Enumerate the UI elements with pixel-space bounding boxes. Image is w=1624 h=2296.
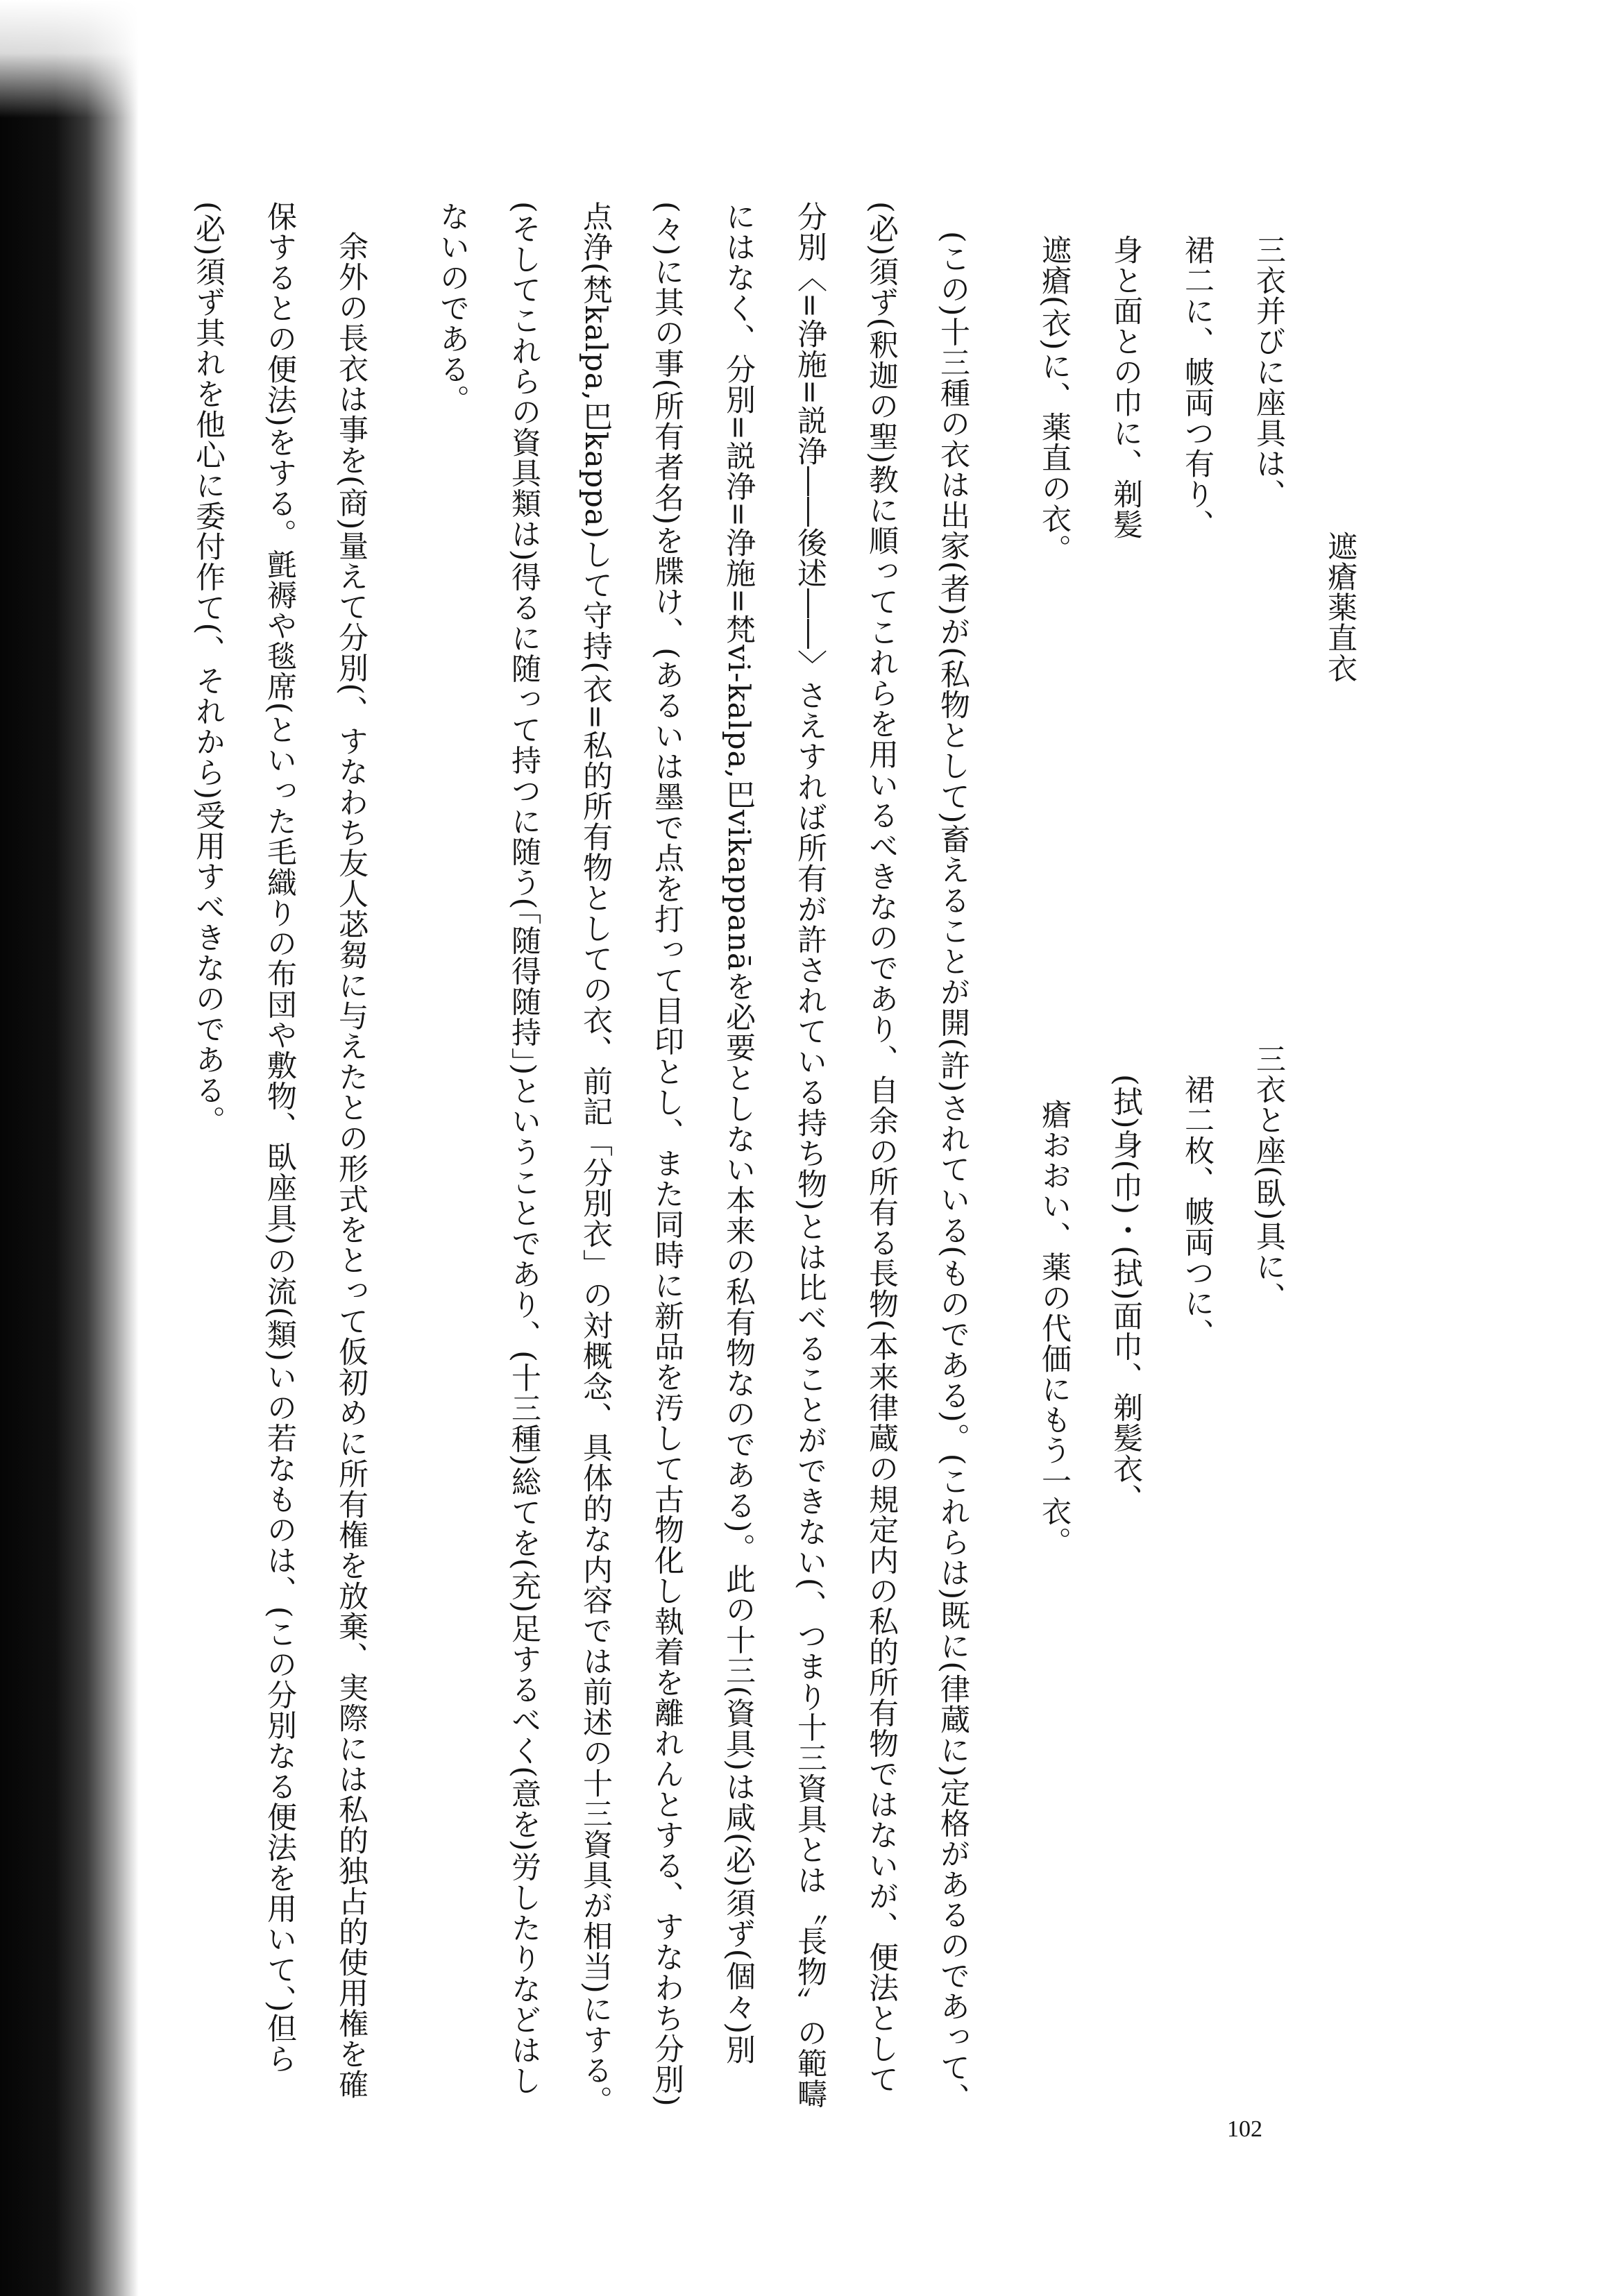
scan-shadow-edge xyxy=(0,0,139,2296)
verse-row xyxy=(1018,201,1090,2116)
page-body xyxy=(182,201,1376,2116)
verse-translation: 三衣と座(臥)具に、 xyxy=(1251,1044,1286,1313)
commentary-paragraph: (この)十三種の衣は出家(者)が(私物として)畜えることが開(許)されている(ものである)。(これらは)既に(律蔵に)定格があるのであって、(必)須ず(釈迦の聖)教に順ってこれらを用いるべきなのであり、自余の所有る長物(本来律蔵の規定内の私的所有物ではないが、便法として分別〈=浄施=説浄――後述――〉さえすれば所有が許されている持ち物)とは比べることができない(、つまり十三資具とは〝長物〟の範疇にはなく、分別=説浄=浄施=梵vi-kalpa,巴vikappanāを必要としない本来の私有物なのである)。此の十三(資具)は咸(必)須ず(個々)別(々)に其の事(所有者名)を牒け、(あるいは墨で点を打って目印とし、また同時に新品を汚して古物化し執着を離れんとする、すなわち分別)点浄(梵kalpa,巴kappa)して守持(衣=私的所有物としての衣、前記「分別衣」の対概念、具体的な内容では前述の十三資具が相当)にする。(そしてこれらの資具類は)得るに随って持つに随う(「随得随持」)ということであり、(十三種)総てを(充)足するべく(意を)労したりなどはしないのである。 xyxy=(435,201,970,2116)
verse-original: 身と面との巾に、剃髪 xyxy=(1108,235,1143,540)
commentary-paragraph: 余外の長衣は事を(商)量えて分別(、すなわち友人苾芻に与えたとの形式をとって仮初めに所有権を放棄、実際には私的独占的使用権を確保するとの便法)をする。氈褥や毯席(といった毛織りの布団や敷物、臥座具)の流(類)いの若なものは、(この分別なる便法を用いて、)但ら(必)須ず其れを他心に委付作て(、それから)受用すべきなのである。 xyxy=(191,201,369,2100)
verse-translation: 瘡おおい、薬の代価にもう一衣。 xyxy=(1037,1098,1072,1557)
verse-original: 遮瘡(衣)に、薬直の衣。 xyxy=(1037,235,1072,565)
scan-shadow-fade xyxy=(0,0,167,118)
page-number: 102 xyxy=(1227,2116,1262,2142)
verse-original: 三衣并びに座具は、 xyxy=(1251,235,1286,509)
verse-heading: 遮瘡薬直衣 xyxy=(1323,531,1357,683)
verse-translation: (拭)身(巾)・(拭)面巾、剃髪衣、 xyxy=(1108,1074,1143,1515)
verse-original: 裙二に、帔両つ有り、 xyxy=(1180,235,1215,540)
verse-translation: 裙二枚、帔両つに、 xyxy=(1180,1074,1215,1349)
